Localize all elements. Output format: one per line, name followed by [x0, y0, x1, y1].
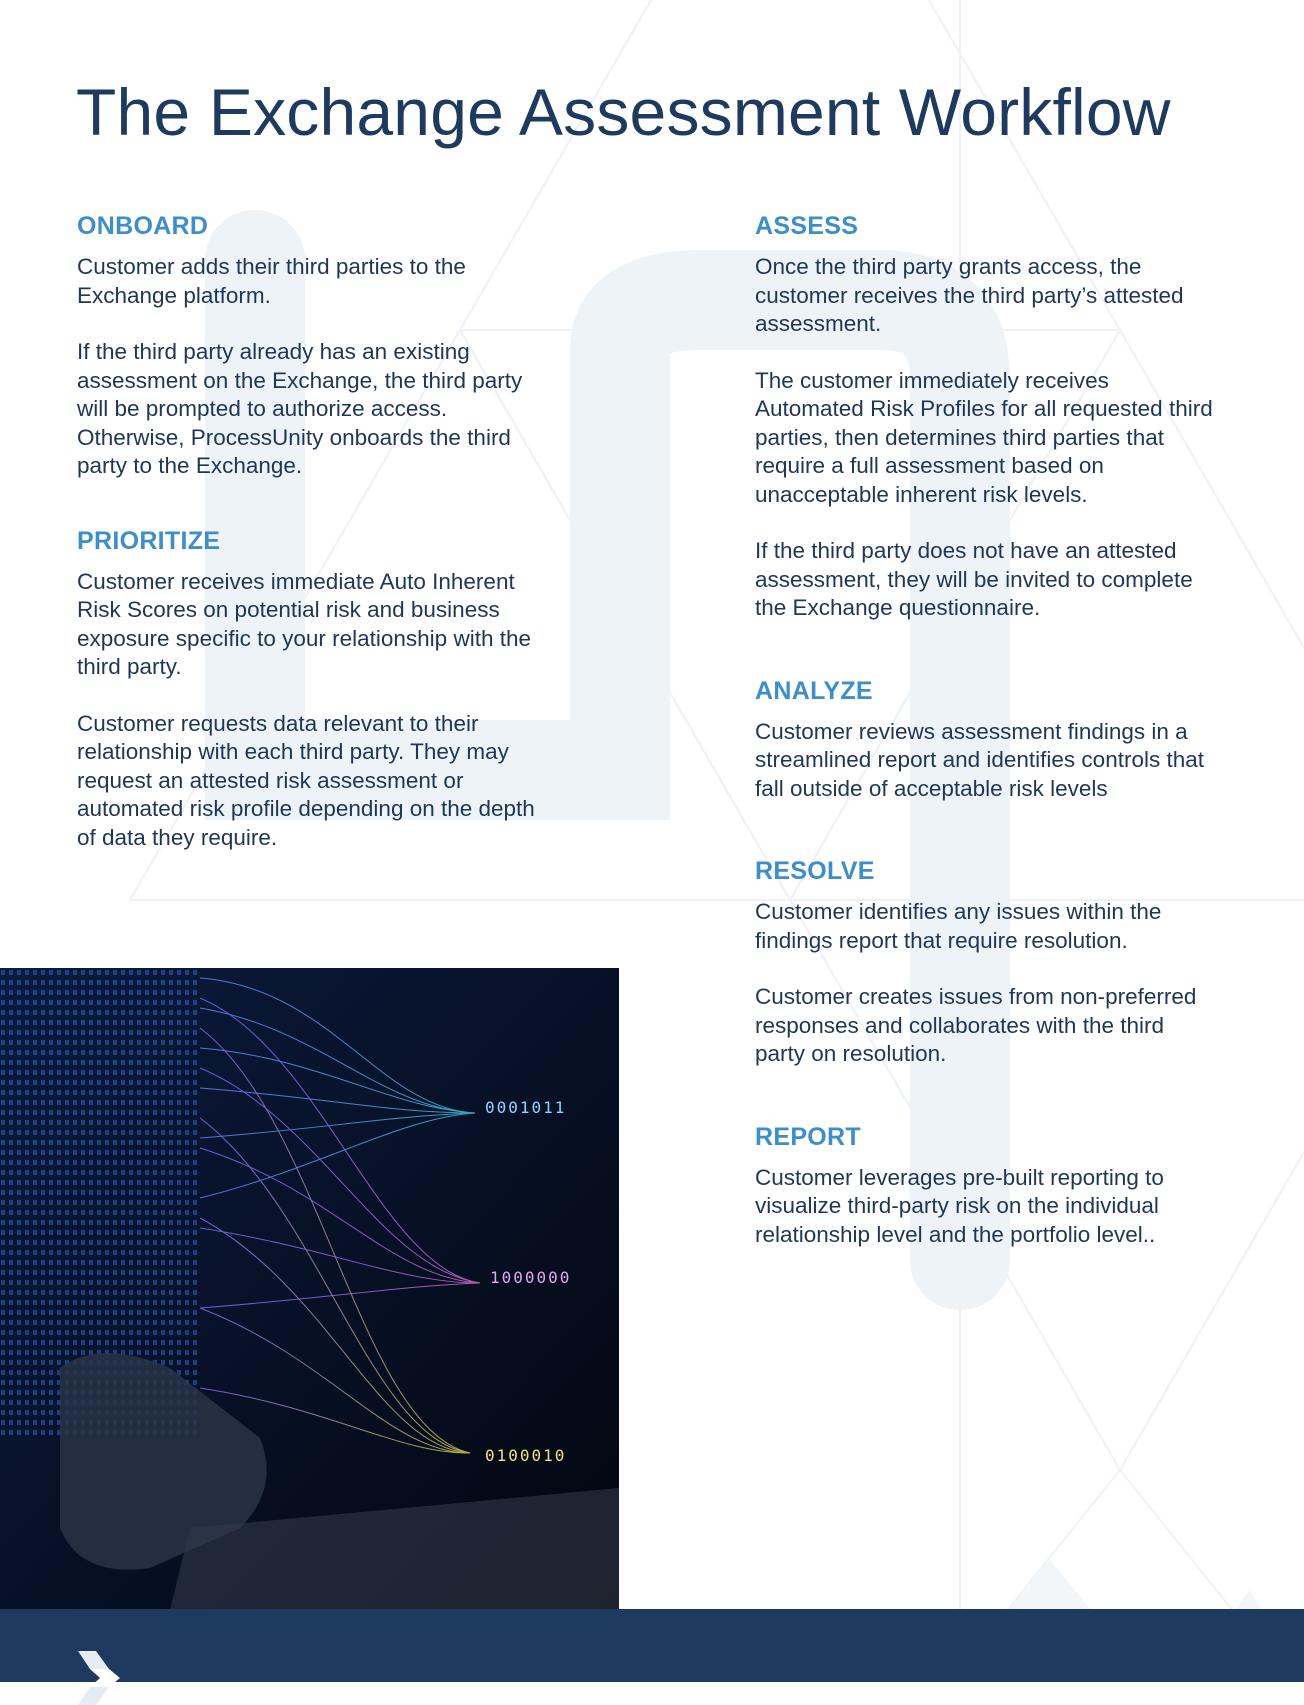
- section-paragraph: If the third party does not have an attested assessment, they will be invited to complete the Exchange questionnaire.: [755, 538, 1193, 620]
- data-stream-illustration: [0, 968, 619, 1610]
- section-paragraph: Customer adds their third parties to the Exchange platform.: [77, 254, 466, 308]
- binary-label: 0100010: [485, 1446, 567, 1465]
- section-paragraph: Customer reviews assessment findings in a streamlined report and identifies controls that fall outside of acceptable risk levels: [755, 718, 1204, 801]
- section-resolve: [755, 857, 1215, 1069]
- section-onboard: [77, 212, 537, 481]
- section-heading: ASSESS: [755, 212, 859, 240]
- section-paragraph: Customer leverages pre-built reporting to visualize third-party risk on the individual relationship level and the portfolio level..: [755, 1164, 1164, 1247]
- section-paragraph: Customer receives immediate Auto Inherent Risk Scores on potential risk and business exposure specific to your relationship with the third party.: [77, 568, 531, 679]
- section-prioritize: [77, 527, 537, 853]
- binary-label: 0001011: [485, 1098, 567, 1117]
- right-column: [755, 212, 1215, 1249]
- section-heading: PRIORITIZE: [77, 526, 221, 555]
- section-heading: ANALYZE: [755, 676, 873, 705]
- footer-bar: [0, 1609, 1304, 1682]
- section-paragraph: Customer identifies any issues within the findings report that require resolution.: [755, 899, 1162, 953]
- section-analyze: [755, 677, 1215, 804]
- section-paragraph: If the third party already has an existing assessment on the Exchange, the third party will be prompted to authorize access. Otherwise, ProcessUnity onboards the third party to the Exchange.: [77, 339, 523, 478]
- logo-icon: [76, 1651, 120, 1705]
- section-paragraph: The customer immediately receives Automated Risk Profiles for all requested third parties, then determines third parties that require a full assessment based on unacceptable inherent risk levels.: [755, 367, 1213, 507]
- left-column: [77, 212, 537, 852]
- section-report: [755, 1123, 1215, 1250]
- section-heading: REPORT: [755, 1122, 861, 1151]
- section-assess: [755, 212, 1215, 623]
- section-paragraph: Customer requests data relevant to their relationship with each third party. They may request an attested risk assessment or automated risk profile depending on the depth of data they require.: [77, 710, 535, 850]
- page-title: The Exchange Assessment Workflow: [76, 75, 1171, 149]
- laptop-data-stream-image: [0, 968, 619, 1610]
- section-heading: ONBOARD: [77, 212, 209, 240]
- section-paragraph: Customer creates issues from non-preferred responses and collaborates with the third party on resolution.: [755, 984, 1197, 1066]
- section-heading: RESOLVE: [755, 857, 875, 885]
- section-paragraph: Once the third party grants access, the customer receives the third party’s attested assessment.: [755, 254, 1184, 336]
- binary-label: 1000000: [490, 1268, 572, 1287]
